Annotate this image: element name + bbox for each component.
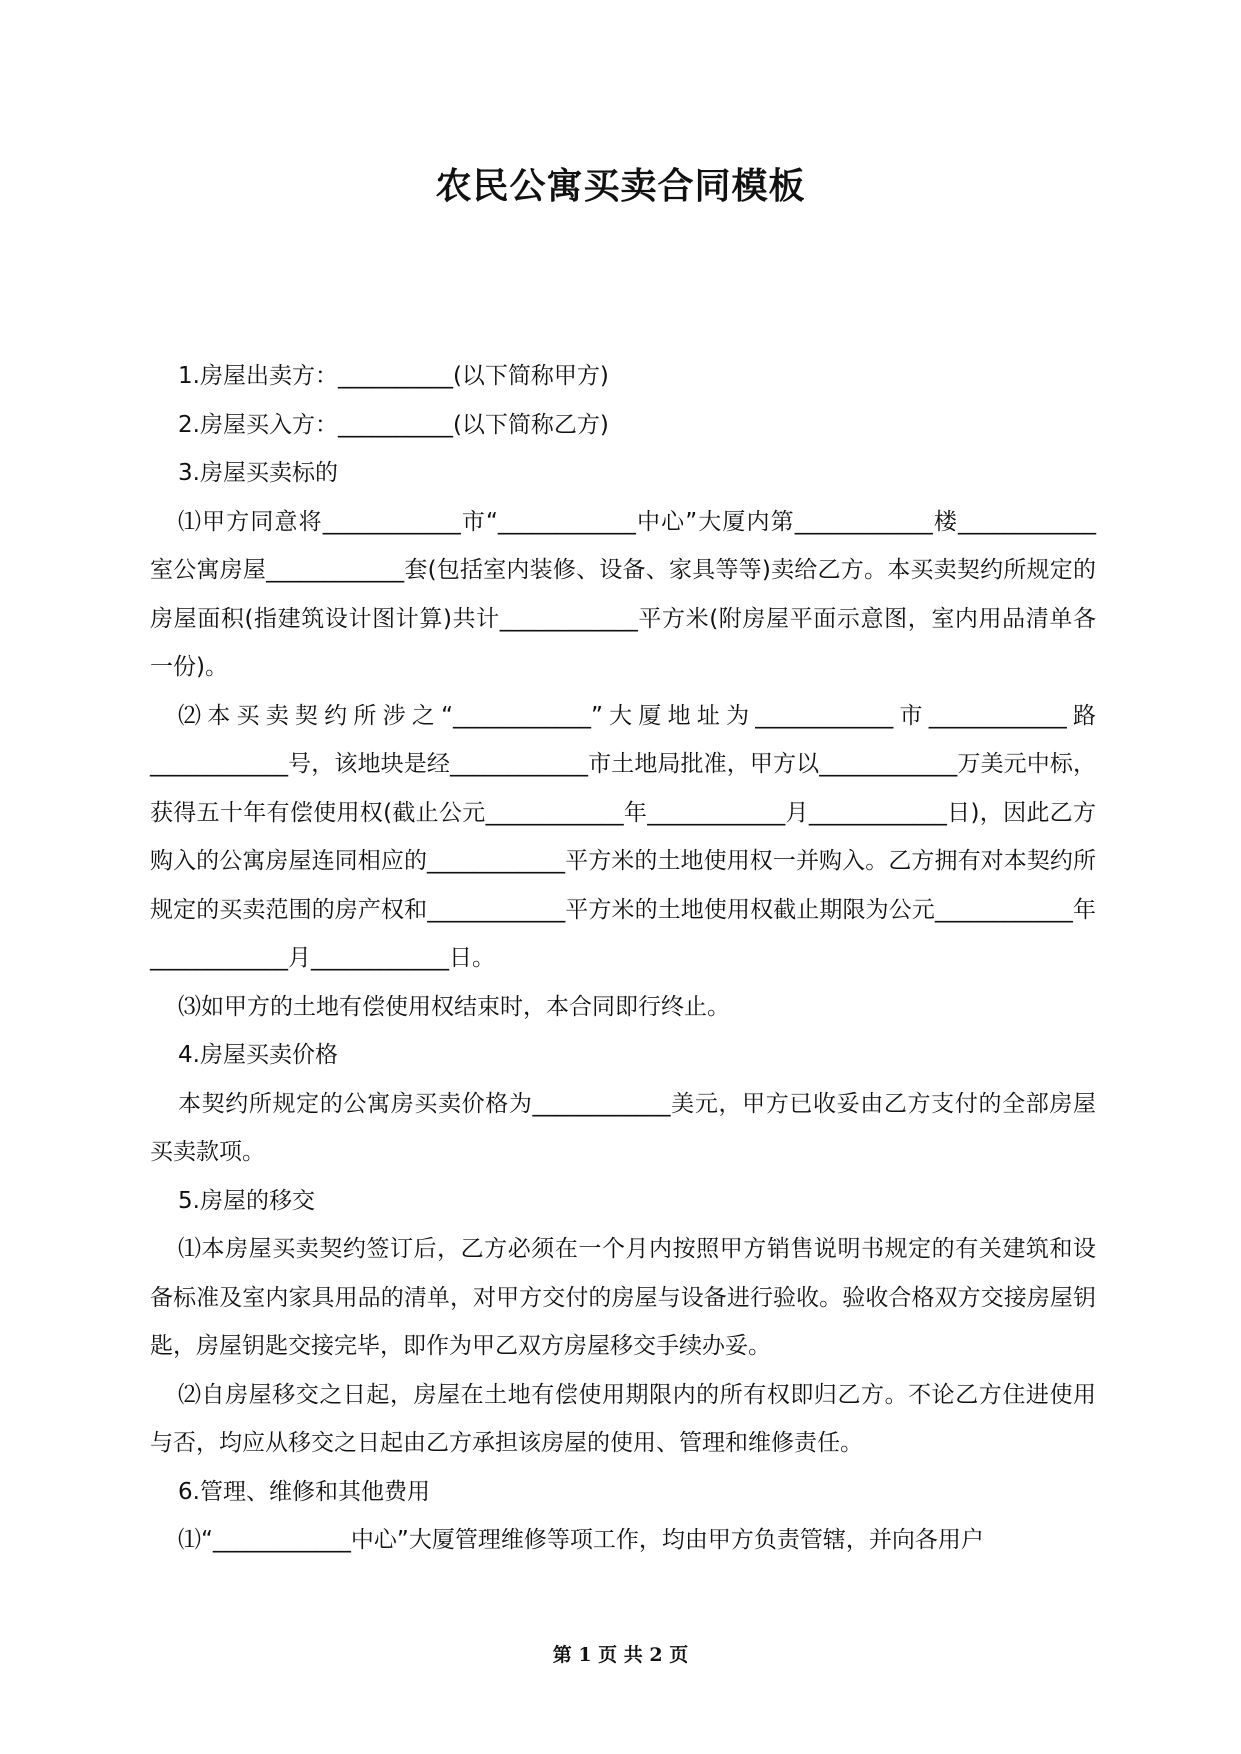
section-heading-subject: 3.房屋买卖标的 (178, 460, 338, 486)
paragraph-handover-1: ⑴本房屋买卖契约签订后，乙方必须在一个月内按照甲方销售说明书规定的有关建筑和设备标准及室内家具用品的清单，对甲方交付的房屋与设备进行验收。验收合格双方交接房屋钥匙，房屋钥匙交接完毕，即作为甲乙双方房屋移交手续办妥。 (150, 1236, 1096, 1359)
paragraph-seller: 1.房屋出卖方：__________(以下简称甲方) (178, 363, 609, 389)
paragraph-price: 本契约所规定的公寓房买卖价格为____________美元，甲方已收妥由乙方支付的全部房屋买卖款项。 (150, 1090, 1096, 1165)
paragraph-subject-3: ⑶如甲方的土地有偿使用权结束时，本合同即行终止。 (178, 993, 730, 1020)
section-heading-management: 6.管理、维修和其他费用 (178, 1478, 430, 1505)
page-footer: 第 1 页 共 2 页 (552, 1644, 689, 1666)
paragraph-buyer: 2.房屋买入方：__________(以下简称乙方) (178, 411, 609, 438)
paragraph-subject-1: ⑴甲方同意将____________市“____________中心”大厦内第____________楼____________室公寓房屋____________套(包括室内装修、设备、家具等等)卖给乙方。本买卖契约所规定的房屋面积(指建筑设计图计算)共计____________平方米(附房屋平面示意图，室内用品清单各一份)。 (150, 508, 1096, 680)
paragraph-management-1: ⑴“____________中心”大厦管理维修等项工作，均由甲方负责管辖，并向各用户 (178, 1527, 984, 1553)
section-heading-price: 4.房屋买卖价格 (178, 1042, 338, 1068)
document-body (150, 352, 1096, 1565)
section-heading-handover: 5.房屋的移交 (178, 1187, 315, 1214)
paragraph-subject-2: ⑵本买卖契约所涉之“____________”大厦地址为____________市____________路____________号，该地块是经____________市土地局批准，甲方以____________万美元中标，获得五十年有偿使用权(截止公元____________年____________月____________日)，因此乙方购入的公寓房屋连同相应的____________平方米的土地使用权一并购入。乙方拥有对本契约所规定的买卖范围的房产权和____________平方米的土地使用权截止期限为公元____________年____________月____________日。 (150, 702, 1096, 971)
document-title: 农民公寓买卖合同模板 (435, 166, 806, 207)
paragraph-handover-2: ⑵自房屋移交之日起，房屋在土地有偿使用期限内的所有权即归乙方。不论乙方住进使用与否，均应从移交之日起由乙方承担该房屋的使用、管理和维修责任。 (150, 1381, 1096, 1456)
